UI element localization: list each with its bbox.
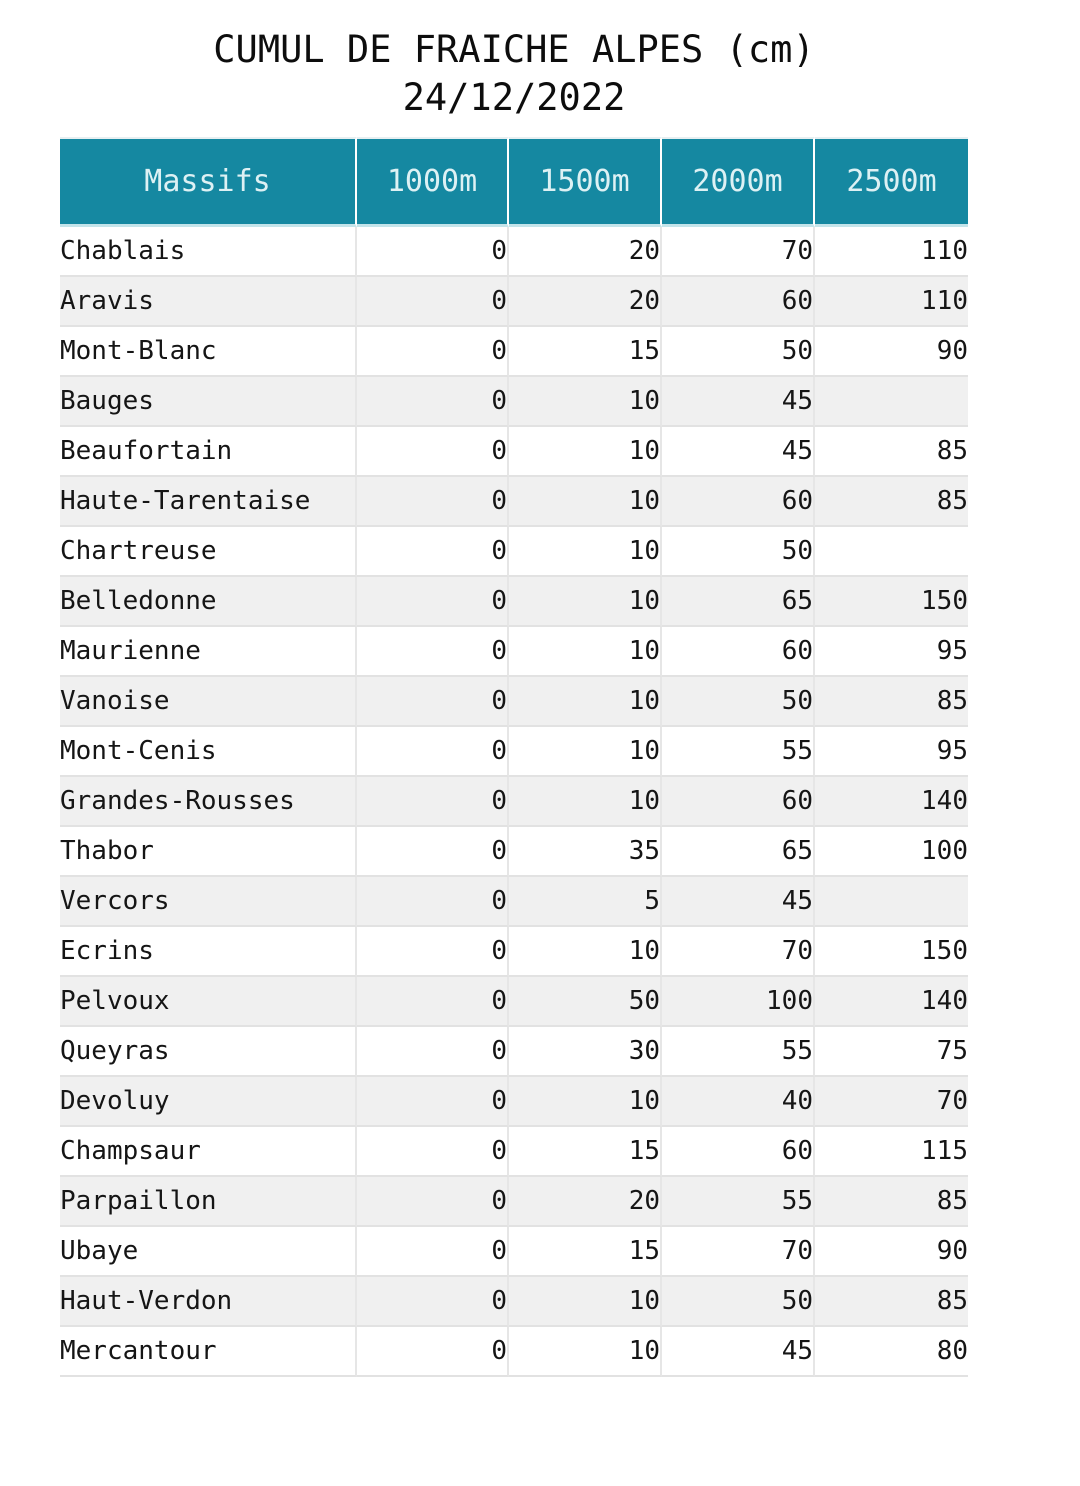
value-cell: 55 <box>662 1177 815 1227</box>
value-cell: 65 <box>662 577 815 627</box>
table-row <box>60 1027 968 1077</box>
table-row <box>60 777 968 827</box>
value-cell: 45 <box>662 427 815 477</box>
massif-cell: Grandes-Rousses <box>60 777 357 827</box>
column-header-2500m: 2500m <box>815 137 968 227</box>
column-header-1000m: 1000m <box>357 137 509 227</box>
value-cell: 15 <box>509 327 662 377</box>
table-row <box>60 427 968 477</box>
value-cell: 85 <box>815 477 968 527</box>
value-cell: 0 <box>357 577 509 627</box>
value-cell: 140 <box>815 777 968 827</box>
value-cell: 85 <box>815 1277 968 1327</box>
value-cell: 10 <box>509 1327 662 1377</box>
value-cell: 0 <box>357 1327 509 1377</box>
value-cell: 40 <box>662 1077 815 1127</box>
value-cell: 0 <box>357 927 509 977</box>
table-row <box>60 877 968 927</box>
value-cell: 35 <box>509 827 662 877</box>
value-cell: 10 <box>509 927 662 977</box>
value-cell: 0 <box>357 227 509 277</box>
value-cell: 0 <box>357 1277 509 1327</box>
column-header-massifs: Massifs <box>60 137 357 227</box>
value-cell: 15 <box>509 1227 662 1277</box>
massif-cell: Chartreuse <box>60 527 357 577</box>
table-row <box>60 1177 968 1227</box>
value-cell: 55 <box>662 1027 815 1077</box>
value-cell: 90 <box>815 1227 968 1277</box>
value-cell: 70 <box>815 1077 968 1127</box>
page-date: 24/12/2022 <box>402 76 626 119</box>
value-cell <box>815 877 968 927</box>
value-cell: 10 <box>509 577 662 627</box>
value-cell: 10 <box>509 777 662 827</box>
table-row <box>60 227 968 277</box>
value-cell: 85 <box>815 427 968 477</box>
value-cell: 60 <box>662 777 815 827</box>
table-row <box>60 1077 968 1127</box>
value-cell: 75 <box>815 1027 968 1077</box>
table-header-row <box>60 137 968 227</box>
massif-cell: Mont-Blanc <box>60 327 357 377</box>
value-cell <box>815 527 968 577</box>
value-cell: 50 <box>662 327 815 377</box>
value-cell: 100 <box>815 827 968 877</box>
value-cell: 0 <box>357 277 509 327</box>
value-cell: 65 <box>662 827 815 877</box>
table-row <box>60 977 968 1027</box>
column-header-2000m: 2000m <box>662 137 815 227</box>
massif-cell: Vanoise <box>60 677 357 727</box>
value-cell: 60 <box>662 1127 815 1177</box>
massif-cell: Thabor <box>60 827 357 877</box>
massif-cell: Maurienne <box>60 627 357 677</box>
value-cell: 50 <box>662 677 815 727</box>
massif-cell: Ecrins <box>60 927 357 977</box>
value-cell: 0 <box>357 1077 509 1127</box>
value-cell: 100 <box>662 977 815 1027</box>
massif-cell: Pelvoux <box>60 977 357 1027</box>
massif-cell: Mercantour <box>60 1327 357 1377</box>
column-header-1500m: 1500m <box>509 137 662 227</box>
value-cell: 0 <box>357 377 509 427</box>
massif-cell: Haute-Tarentaise <box>60 477 357 527</box>
value-cell: 60 <box>662 277 815 327</box>
value-cell: 20 <box>509 1177 662 1227</box>
value-cell: 15 <box>509 1127 662 1177</box>
table-row <box>60 1277 968 1327</box>
table-row <box>60 827 968 877</box>
value-cell: 0 <box>357 477 509 527</box>
massif-cell: Vercors <box>60 877 357 927</box>
value-cell: 0 <box>357 527 509 577</box>
value-cell: 10 <box>509 727 662 777</box>
table-row <box>60 477 968 527</box>
value-cell: 10 <box>509 627 662 677</box>
table-row <box>60 577 968 627</box>
value-cell: 55 <box>662 727 815 777</box>
page-header <box>60 26 968 122</box>
value-cell: 0 <box>357 627 509 677</box>
value-cell: 10 <box>509 377 662 427</box>
massif-cell: Parpaillon <box>60 1177 357 1227</box>
table-row <box>60 927 968 977</box>
value-cell: 0 <box>357 977 509 1027</box>
value-cell: 0 <box>357 327 509 377</box>
snow-accumulation-table <box>60 137 968 1377</box>
value-cell: 60 <box>662 477 815 527</box>
value-cell: 95 <box>815 627 968 677</box>
value-cell: 0 <box>357 1177 509 1227</box>
value-cell: 10 <box>509 527 662 577</box>
massif-cell: Aravis <box>60 277 357 327</box>
value-cell: 70 <box>662 1227 815 1277</box>
value-cell: 0 <box>357 1227 509 1277</box>
table-row <box>60 327 968 377</box>
value-cell: 110 <box>815 277 968 327</box>
massif-cell: Queyras <box>60 1027 357 1077</box>
value-cell: 50 <box>662 1277 815 1327</box>
table-row <box>60 1127 968 1177</box>
table-row <box>60 377 968 427</box>
value-cell: 90 <box>815 327 968 377</box>
value-cell: 95 <box>815 727 968 777</box>
value-cell: 0 <box>357 727 509 777</box>
value-cell: 60 <box>662 627 815 677</box>
value-cell: 20 <box>509 227 662 277</box>
table-row <box>60 627 968 677</box>
value-cell: 5 <box>509 877 662 927</box>
table-row <box>60 277 968 327</box>
table-row <box>60 727 968 777</box>
value-cell: 0 <box>357 1127 509 1177</box>
value-cell: 70 <box>662 927 815 977</box>
value-cell: 110 <box>815 227 968 277</box>
value-cell: 10 <box>509 1077 662 1127</box>
value-cell: 50 <box>662 527 815 577</box>
value-cell: 45 <box>662 1327 815 1377</box>
massif-cell: Beaufortain <box>60 427 357 477</box>
value-cell: 0 <box>357 1027 509 1077</box>
table-row <box>60 1327 968 1377</box>
massif-cell: Mont-Cenis <box>60 727 357 777</box>
value-cell: 150 <box>815 577 968 627</box>
page-title: CUMUL DE FRAICHE ALPES (cm) <box>213 28 815 71</box>
table-body <box>60 227 968 1377</box>
value-cell: 10 <box>509 677 662 727</box>
value-cell: 80 <box>815 1327 968 1377</box>
value-cell: 0 <box>357 777 509 827</box>
value-cell <box>815 377 968 427</box>
massif-cell: Haut-Verdon <box>60 1277 357 1327</box>
value-cell: 20 <box>509 277 662 327</box>
value-cell: 140 <box>815 977 968 1027</box>
value-cell: 10 <box>509 427 662 477</box>
value-cell: 30 <box>509 1027 662 1077</box>
massif-cell: Bauges <box>60 377 357 427</box>
table-row <box>60 677 968 727</box>
value-cell: 0 <box>357 427 509 477</box>
value-cell: 0 <box>357 677 509 727</box>
value-cell: 0 <box>357 877 509 927</box>
value-cell: 50 <box>509 977 662 1027</box>
value-cell: 85 <box>815 677 968 727</box>
massif-cell: Chablais <box>60 227 357 277</box>
massif-cell: Champsaur <box>60 1127 357 1177</box>
value-cell: 10 <box>509 1277 662 1327</box>
value-cell: 85 <box>815 1177 968 1227</box>
table-row <box>60 527 968 577</box>
table-row <box>60 1227 968 1277</box>
value-cell: 70 <box>662 227 815 277</box>
value-cell: 115 <box>815 1127 968 1177</box>
value-cell: 45 <box>662 877 815 927</box>
massif-cell: Ubaye <box>60 1227 357 1277</box>
value-cell: 45 <box>662 377 815 427</box>
value-cell: 150 <box>815 927 968 977</box>
value-cell: 10 <box>509 477 662 527</box>
massif-cell: Belledonne <box>60 577 357 627</box>
value-cell: 0 <box>357 827 509 877</box>
massif-cell: Devoluy <box>60 1077 357 1127</box>
